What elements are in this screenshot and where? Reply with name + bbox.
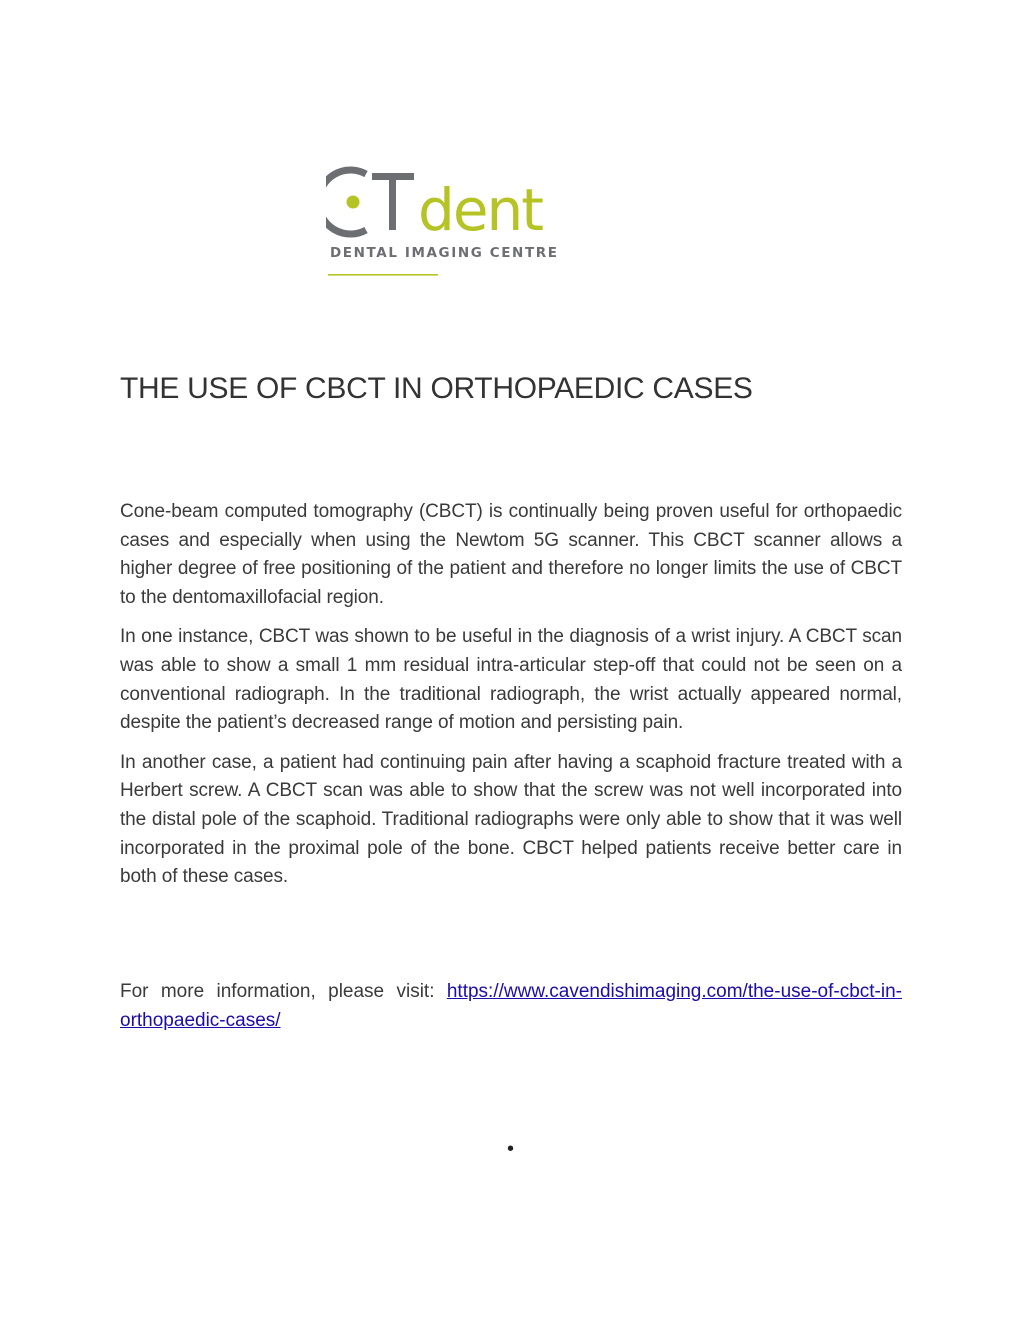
logo-underline xyxy=(328,274,438,276)
ctdent-logo-graphic xyxy=(326,160,594,280)
logo-green-dot xyxy=(347,196,360,209)
paragraph-2: In one instance, CBCT was shown to be useful in the diagnosis of a wrist injury. A CBCT scan was able to show a small 1 mm residual intra-articular step-off that could not be seen on a conventional radiograph. In the traditional radiograph, the wrist actually appeared normal, despite the patient’s decreased range of motion and persisting pain. xyxy=(120,626,902,734)
article-link[interactable]: https://www.cavendishimaging.com/the-use-of-cbct-in-orthopaedic-cases/ xyxy=(120,981,902,1031)
page-title: THE USE OF CBCT IN ORTHOPAEDIC CASES xyxy=(120,372,753,405)
logo-tagline: DENTAL IMAGING CENTRE xyxy=(330,245,559,261)
article-body xyxy=(120,498,902,903)
logo-t-stem xyxy=(389,173,396,230)
footer-bullet: • xyxy=(507,1138,515,1160)
more-info-line xyxy=(120,978,902,1035)
paragraph-3: In another case, a patient had continuing pain after having a scaphoid fracture treated with a Herbert screw. A CBCT scan was able to show that the screw was not well incorporated into the distal pole of the scaphoid. Traditional radiographs were only able to show that it was well incorporated in the proximal pole of the bone. CBCT helped patients receive better care in both of these cases. xyxy=(120,751,902,888)
more-info-label: For more information, please visit: xyxy=(120,981,447,1002)
paragraph-1: Cone-beam computed tomography (CBCT) is continually being proven useful for orthopaedic cases and especially when using the Newtom 5G scanner. This CBCT scanner allows a higher degree of free positioning of the patient and therefore no longer limits the use of CBCT to the dentomaxillofacial region. xyxy=(120,501,902,608)
ctdent-logo xyxy=(326,160,594,280)
logo-c-arc xyxy=(326,170,366,234)
logo-dent-text: dent xyxy=(418,176,543,244)
